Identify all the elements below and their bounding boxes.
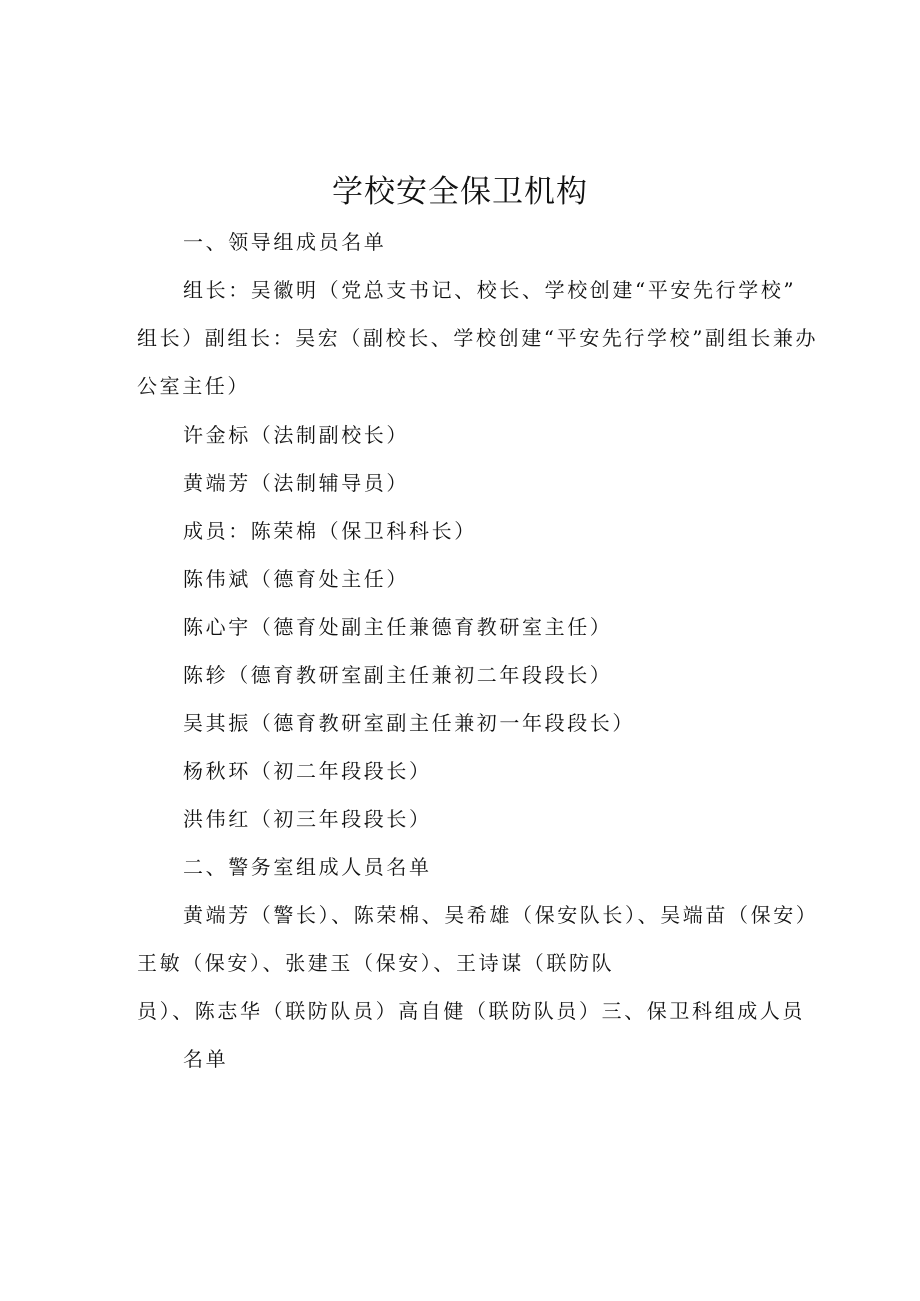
member-line: 陈轸（德育教研室副主任兼初二年段段长） [183,663,613,687]
member-line: 陈心宇（德育处副主任兼德育教研室主任） [183,615,613,639]
text-line: 组长：吴徽明（党总支书记、校长、学校创建“平安先行学校” [183,278,797,302]
section-heading-leadership: 一、领导组成员名单 [183,230,387,254]
text-line: 名单 [183,1047,229,1071]
member-line: 杨秋环（初二年段段长） [183,759,432,783]
member-line: 许金标（法制副校长） [183,423,409,447]
document-title: 学校安全保卫机构 [332,174,588,210]
member-line: 成员：陈荣棉（保卫科科长） [183,519,477,543]
text-line: 黄端芳（警长）、陈荣棉、吴希雄（保安队长）、吴端苗（保安） [183,903,819,927]
member-line: 陈伟斌（德育处主任） [183,567,409,591]
section-heading-police-office: 二、警务室组成人员名单 [183,855,432,879]
member-line: 吴其振（德育教研室副主任兼初一年段段长） [183,711,635,735]
member-line: 洪伟红（初三年段段长） [183,807,432,831]
text-line: 公室主任） [137,374,250,398]
text-line: 员）、陈志华（联防队员）高自健（联防队员）三、保卫科组成人员 [137,999,805,1023]
text-line: 王敏（保安）、张建玉（保安）、王诗谋（联防队 [137,951,615,975]
text-line: 组长）副组长：吴宏（副校长、学校创建“平安先行学校”副组长兼办 [137,326,819,350]
member-line: 黄端芳（法制辅导员） [183,471,409,495]
